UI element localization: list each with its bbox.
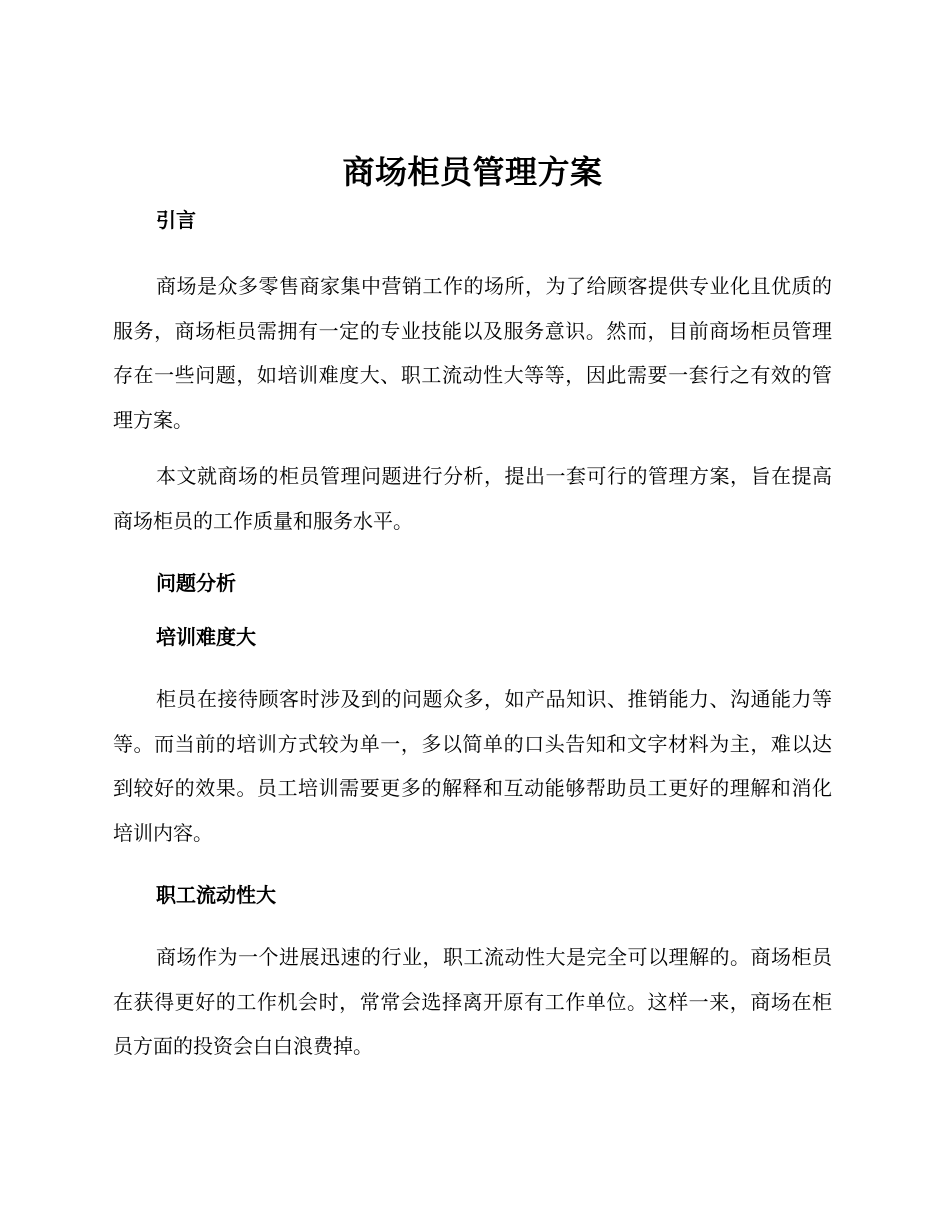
paragraph-intro-1: 商场是众多零售商家集中营销工作的场所，为了给顾客提供专业化且优质的服务，商场柜员需拥有一定的专业技能以及服务意识。然而，目前商场柜员管理存在一些问题，如培训难度大、职工流动性大等等，因此需要一套行之有效的管理方案。 bbox=[113, 274, 832, 432]
spacer bbox=[113, 651, 832, 677]
spacer bbox=[113, 442, 832, 454]
spacer bbox=[113, 909, 832, 935]
subsection-heading-turnover: 职工流动性大 bbox=[156, 883, 276, 907]
section-heading-analysis: 问题分析 bbox=[156, 571, 236, 595]
paragraph-intro-2: 本文就商场的柜员管理问题进行分析，提出一套可行的管理方案，旨在提高商场柜员的工作质量和服务水平。 bbox=[113, 464, 832, 533]
subsection-heading-training: 培训难度大 bbox=[156, 625, 256, 649]
document-title: 商场柜员管理方案 bbox=[342, 153, 603, 191]
spacer bbox=[113, 855, 832, 881]
paragraph-training: 柜员在接待顾客时涉及到的问题众多，如产品知识、推销能力、沟通能力等等。而当前的培训方式较为单一，多以简单的口头告知和文字材料为主，难以达到较好的效果。员工培训需要更多的解释和互动能够帮助员工更好的理解和消化培训内容。 bbox=[113, 687, 832, 845]
spacer bbox=[113, 597, 832, 623]
paragraph-turnover: 商场作为一个进展迅速的行业，职工流动性大是完全可以理解的。商场柜员在获得更好的工作机会时，常常会选择离开原有工作单位。这样一来，商场在柜员方面的投资会白白浪费掉。 bbox=[113, 945, 832, 1058]
spacer bbox=[113, 543, 832, 569]
section-heading-intro: 引言 bbox=[156, 208, 196, 232]
spacer bbox=[113, 234, 832, 264]
